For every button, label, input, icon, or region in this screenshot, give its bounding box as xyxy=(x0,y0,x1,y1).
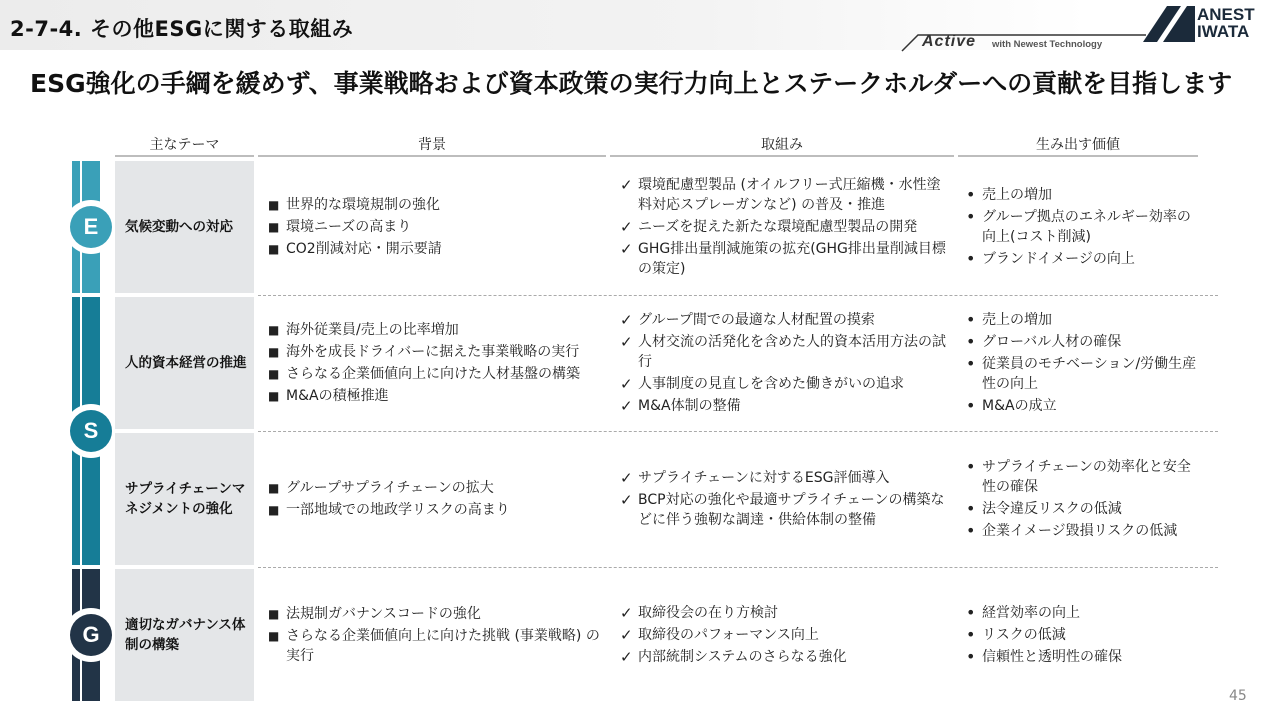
value-cell-supply-chain xyxy=(962,433,1198,565)
actions-cell-governance xyxy=(620,569,950,701)
list-item: • 信頼性と透明性の確保 xyxy=(962,647,1198,667)
list-item: ■ 世界的な環境規制の強化 xyxy=(268,195,606,215)
headline: ESG強化の手綱を緩めず、事業戦略および資本政策の実行力向上とステークホルダーへの貢献を目指します xyxy=(30,69,1233,98)
row-separator xyxy=(258,567,1218,568)
list-item: • M&Aの成立 xyxy=(962,396,1198,416)
actions-cell-supply-chain xyxy=(620,433,950,565)
list-item: ■ 環境ニーズの高まり xyxy=(268,217,606,237)
list-item: ✓ 取締役会の在り方検討 xyxy=(620,603,950,623)
list-item: • ブランドイメージの向上 xyxy=(962,249,1198,269)
column-header-actions: 取組み xyxy=(610,133,954,157)
list-item: ■ CO2削減対応・開示要請 xyxy=(268,239,606,259)
g-badge: G xyxy=(64,608,118,662)
list-item: ■ さらなる企業価値向上に向けた人材基盤の構築 xyxy=(268,364,606,384)
background-cell-supply-chain xyxy=(268,433,606,565)
tagline-sub: with Newest Technology xyxy=(992,39,1103,50)
column-header-background: 背景 xyxy=(258,133,606,157)
list-item: • 従業員のモチベーション/労働生産性の向上 xyxy=(962,354,1198,394)
list-item: ■ 一部地域での地政学リスクの高まり xyxy=(268,500,606,520)
s-badge: S xyxy=(64,404,118,458)
list-item: • グローバル人材の確保 xyxy=(962,332,1198,352)
actions-cell-climate xyxy=(620,161,950,293)
list-item: • グループ拠点のエネルギー効率の向上(コスト削減) xyxy=(962,207,1198,247)
list-item: ■ さらなる企業価値向上に向けた挑戦 (事業戦略) の実行 xyxy=(268,626,606,666)
actions-cell-human-capital xyxy=(620,297,950,429)
company-logo xyxy=(1141,4,1277,44)
list-item: ✓ サプライチェーンに対するESG評価導入 xyxy=(620,468,950,488)
list-item: ✓ 人材交流の活発化を含めた人的資本活用方法の試行 xyxy=(620,332,950,372)
theme-climate: 気候変動への対応 xyxy=(115,161,254,293)
list-item: ■ 海外を成長ドライバーに据えた事業戦略の実行 xyxy=(268,342,606,362)
list-item: ✓ 取締役のパフォーマンス向上 xyxy=(620,625,950,645)
row-separator xyxy=(258,295,1218,296)
list-item: ✓ M&A体制の整備 xyxy=(620,396,950,416)
page-number: 45 xyxy=(1229,688,1247,704)
tagline-brand: Active xyxy=(922,33,977,50)
list-item: ✓ GHG排出量削減施策の拡充(GHG排出量削減目標の策定) xyxy=(620,239,950,279)
list-item: • 企業イメージ毀損リスクの低減 xyxy=(962,521,1198,541)
value-cell-governance xyxy=(962,569,1198,701)
logo-text: ANEST IWATA xyxy=(1197,5,1255,41)
theme-human-capital: 人的資本経営の推進 xyxy=(115,297,254,429)
column-header-value: 生み出す価値 xyxy=(958,133,1198,157)
list-item: • サプライチェーンの効率化と安全性の確保 xyxy=(962,457,1198,497)
list-item: • 売上の増加 xyxy=(962,185,1198,205)
logo-mark-icon xyxy=(1141,4,1197,44)
list-item: • 経営効率の向上 xyxy=(962,603,1198,623)
list-item: ■ 海外従業員/売上の比率増加 xyxy=(268,320,606,340)
list-item: ✓ グループ間での最適な人材配置の摸索 xyxy=(620,310,950,330)
theme-governance: 適切なガバナンス体制の構築 xyxy=(115,569,254,701)
list-item: • 法令違反リスクの低減 xyxy=(962,499,1198,519)
value-cell-human-capital xyxy=(962,297,1198,429)
theme-supply-chain: サプライチェーンマネジメントの強化 xyxy=(115,433,254,565)
row-separator xyxy=(258,431,1218,432)
section-title: 2-7-4. その他ESGに関する取組み xyxy=(10,17,354,41)
list-item: ✓ ニーズを捉えた新たな環境配慮型製品の開発 xyxy=(620,217,950,237)
list-item: • リスクの低減 xyxy=(962,625,1198,645)
list-item: ■ M&Aの積極推進 xyxy=(268,386,606,406)
value-cell-climate xyxy=(962,161,1198,293)
list-item: ■ 法規制ガバナンスコードの強化 xyxy=(268,604,606,624)
background-cell-governance xyxy=(268,569,606,701)
column-header-theme: 主なテーマ xyxy=(115,133,254,157)
list-item: ✓ BCP対応の強化や最適サプライチェーンの構築などに伴う強靭な調達・供給体制の整備 xyxy=(620,490,950,530)
background-cell-climate xyxy=(268,161,606,293)
e-badge: E xyxy=(64,200,118,254)
list-item: ✓ 環境配慮型製品 (オイルフリー式圧縮機・水性塗料対応スプレーガンなど) の普及・推進 xyxy=(620,175,950,215)
background-cell-human-capital xyxy=(268,297,606,429)
list-item: • 売上の増加 xyxy=(962,310,1198,330)
list-item: ✓ 内部統制システムのさらなる強化 xyxy=(620,647,950,667)
list-item: ✓ 人事制度の見直しを含めた働きがいの追求 xyxy=(620,374,950,394)
tagline xyxy=(900,31,1150,53)
list-item: ■ グループサプライチェーンの拡大 xyxy=(268,478,606,498)
